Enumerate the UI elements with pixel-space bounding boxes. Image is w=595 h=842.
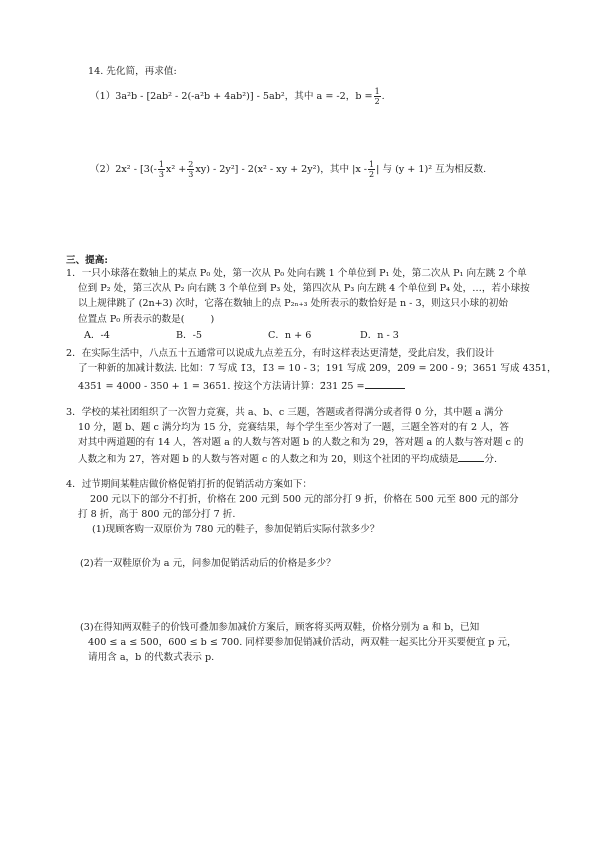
fraction-two-thirds: $\frac{2}{3}$: [188, 160, 194, 179]
q4-sub3-line1: (3)在得知两双鞋子的价钱可叠加参加减价方案后，顾客将买两双鞋，价格分别为 a 和 b，已知: [80, 622, 480, 633]
answer-blank[interactable]: [458, 452, 484, 462]
q2-line3: 435̄1 = 4000 - 350 + 1 = 3651. 按这个方法请计算：2̄31 2̄5 =: [78, 379, 405, 393]
q4-sub3-line2: 400 ≤ a ≤ 500，600 ≤ b ≤ 700. 同样要参加促销减价活动，两双鞋一起买比分开买要便宜 p 元，: [88, 637, 517, 648]
q4-sub2: (2)若一双鞋原价为 a 元，问参加促销活动后的价格是多少？: [80, 558, 336, 569]
q4-sub3-line3: 请用含 a，b 的代数式表示 p.: [88, 652, 215, 663]
fraction-b-value: $\frac{1}{2}$: [374, 87, 380, 106]
q14-part2: （2）2x² - [3(- $\frac{1}{3}$ x² + $\frac{2}{3}$ xy) - 2y²] - 2(x² - xy + 2y²)，其中 |x - $\frac{1}{2}$ | 与 (y + 1)² 互为相反数.: [90, 160, 487, 179]
q4-sub1: (1)现顾客购一双原价为 780 元的鞋子，参加促销后实际付款多少？: [92, 524, 380, 535]
q2-line1: 2．在实际生活中，八点五十五通常可以说成九点差五分，有时这样表达更清楚，受此启发，我们设计: [66, 348, 495, 359]
q1-line4: 位置点 P₀ 所表示的数是( ): [78, 314, 215, 325]
option-b[interactable]: B．-5: [176, 330, 202, 341]
q1-line1: 1．一只小球落在数轴上的某点 P₀ 处，第一次从 P₀ 处向右跳 1 个单位到 P₁ 处，第二次从 P₁ 向左跳 2 个单: [66, 268, 527, 279]
q14-part1: （1）3a²b - [2ab² - 2(-a²b + 4ab²)] - 5ab²，其中 a = -2，b = $\frac{1}{2}$ .: [90, 87, 385, 106]
q1-line3: 以上规律跳了 (2n+3) 次时，它落在数轴上的点 P₂ₙ₊₃ 处所表示的数恰好是 n - 3，则这只小球的初始: [78, 298, 508, 309]
q3-line1: 3．学校的某社团组织了一次智力竞赛，共 a、b、c 三题，答题或者得满分或者得 0 分，其中题 a 满分: [66, 407, 504, 418]
q4-line1: 4．过节期间某鞋店做价格促销打折的促销活动方案如下：: [66, 479, 312, 490]
q3-line4: 人数之和为 27，答对题 b 的人数与答对题 c 的人数之和为 20，则这个社团的平均成绩是 分.: [78, 454, 498, 465]
fraction-one-half: $\frac{1}{2}$: [369, 160, 375, 179]
q14-title: 14. 先化简，再求值:: [88, 66, 177, 77]
q1-line2: 位到 P₂ 处，第三次从 P₂ 向右跳 3 个单位到 P₃ 处，第四次从 P₃ 向左跳 4 个单位到 P₄ 处，…，若小球按: [78, 283, 530, 294]
q2-line2: 了一种新的加减计数法. 比如：7 写成 1̄3，1̄3 = 10 - 3；191 写成 20̄9，20̄9 = 200 - 9；3651 写成 435̄1，: [78, 363, 557, 374]
q14-part1-expression: （1）3a²b - [2ab² - 2(-a²b + 4ab²)] - 5ab²，其中 a = -2，b =: [90, 91, 373, 102]
answer-blank[interactable]: [365, 379, 405, 389]
option-d[interactable]: D．n - 3: [360, 330, 399, 341]
q3-line3: 对其中两道题的有 14 人，答对题 a 的人数与答对题 b 的人数之和为 29，答对题 a 的人数与答对题 c 的: [78, 437, 524, 448]
q4-line2: 200 元以下的部分不打折，价格在 200 元到 500 元的部分打 9 折，价格在 500 元至 800 元的部分: [90, 494, 519, 505]
answer-blank[interactable]: [185, 313, 211, 322]
option-c[interactable]: C．n + 6: [268, 330, 312, 341]
fraction-one-third: $\frac{1}{3}$: [158, 160, 164, 179]
q4-line3: 打 8 折，高于 800 元的部分打 7 折.: [78, 509, 236, 520]
section-heading: 三、提高:: [66, 255, 108, 266]
q1-options: [84, 330, 452, 342]
q3-line2: 10 分，题 b、题 c 满分均为 15 分，竞赛结果，每个学生至少答对了一题，三题全答对的有 2 人，答: [78, 422, 509, 433]
option-a[interactable]: A．-4: [84, 330, 110, 341]
